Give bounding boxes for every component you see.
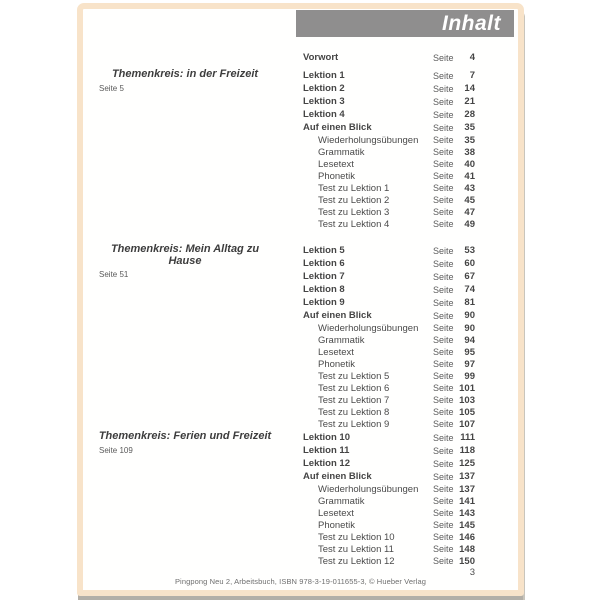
- toc-row: [303, 51, 475, 64]
- seite-word: Seite: [433, 484, 454, 494]
- toc-entry-page: 143: [459, 507, 475, 519]
- section-heading-text: Themenkreis: Mein Alltag zu: [110, 243, 260, 255]
- section-heading-text: Themenkreis: Ferien und Freizeit: [98, 430, 272, 442]
- seite-word: Seite: [433, 335, 454, 345]
- toc-entry-label: Auf einen Blick: [303, 471, 372, 482]
- toc-entry-page: 90: [464, 322, 475, 334]
- toc-entry-page: 21: [464, 96, 475, 107]
- toc-entry-page: 53: [464, 245, 475, 256]
- toc-entry-page: 45: [464, 194, 475, 206]
- toc-entry-label: Test zu Lektion 2: [318, 194, 390, 206]
- toc-entry-page: 118: [459, 445, 475, 456]
- seite-word: Seite: [433, 122, 454, 133]
- seite-word: Seite: [433, 520, 454, 530]
- toc-row: [303, 457, 475, 470]
- seite-word: Seite: [433, 207, 454, 217]
- toc-entry-label: Test zu Lektion 1: [318, 182, 390, 194]
- toc-row: [303, 334, 475, 346]
- seite-word: Seite: [433, 70, 454, 81]
- seite-word: Seite: [433, 171, 454, 181]
- toc-entry-page: 148: [459, 543, 475, 555]
- toc-entry-page: 7: [469, 70, 475, 81]
- toc-row: [303, 108, 475, 121]
- toc-row: [303, 218, 475, 230]
- toc-row: [303, 134, 475, 146]
- seite-word: Seite: [433, 347, 454, 357]
- toc-row: [303, 555, 475, 567]
- toc-entry-label: Lesetext: [318, 158, 354, 170]
- toc-entry-page: 125: [459, 458, 475, 469]
- toc-entry-label: Lektion 9: [303, 297, 345, 308]
- toc-entry-label: Test zu Lektion 7: [318, 394, 390, 406]
- toc-entry-label: Lektion 3: [303, 96, 345, 107]
- toc-row: [303, 182, 475, 194]
- toc-entry-label: Test zu Lektion 6: [318, 382, 390, 394]
- toc-row: [303, 431, 475, 444]
- seite-word: Seite: [433, 544, 454, 554]
- seite-word: Seite: [433, 432, 454, 443]
- toc-entry-label: Test zu Lektion 3: [318, 206, 390, 218]
- toc-entry-page: 74: [464, 284, 475, 295]
- toc-entry-label: Lektion 7: [303, 271, 345, 282]
- seite-word: Seite: [433, 297, 454, 308]
- toc-entry-label: Lektion 8: [303, 284, 345, 295]
- toc-entry-label: Grammatik: [318, 146, 365, 158]
- section-start-page: Seite 5: [99, 83, 124, 93]
- seite-word: Seite: [433, 458, 454, 469]
- toc-entry-label: Test zu Lektion 12: [318, 555, 395, 567]
- toc-entry-label: Test zu Lektion 11: [318, 543, 394, 555]
- toc-entry-label: Phonetik: [318, 519, 355, 531]
- toc-entry-page: 43: [464, 182, 475, 194]
- toc-entry-label: Test zu Lektion 5: [318, 370, 390, 382]
- toc-entry-label: Test zu Lektion 4: [318, 218, 390, 230]
- toc-entry-label: Lektion 10: [303, 432, 350, 443]
- toc-entry-label: Lektion 11: [303, 445, 350, 456]
- toc-row: [303, 270, 475, 283]
- toc-entry-page: 99: [464, 370, 475, 382]
- seite-word: Seite: [433, 371, 454, 381]
- toc-row: [303, 309, 475, 322]
- section-heading: [87, 431, 283, 455]
- section-start-page: Seite 51: [99, 270, 129, 279]
- seite-word: Seite: [433, 83, 454, 94]
- seite-word: Seite: [433, 52, 454, 63]
- seite-word: Seite: [433, 245, 454, 256]
- toc-entry-label: Lesetext: [318, 507, 354, 519]
- toc-entry-label: Wiederholungsübungen: [318, 134, 419, 146]
- page-number: 3: [469, 567, 475, 578]
- toc-section: [303, 69, 475, 230]
- toc-row: [303, 543, 475, 555]
- toc-row: [303, 507, 475, 519]
- book-page: [77, 3, 524, 596]
- toc-entry-page: 107: [459, 418, 475, 430]
- toc-row: [303, 531, 475, 543]
- toc-row: [303, 206, 475, 218]
- toc-entry-page: 41: [464, 170, 475, 182]
- toc-entry-label: Vorwort: [303, 52, 339, 63]
- seite-word: Seite: [433, 419, 454, 429]
- toc-entry-page: 14: [464, 83, 475, 94]
- toc-entry-page: 60: [464, 258, 475, 269]
- toc-entry-page: 49: [464, 218, 475, 230]
- toc-entry-label: Wiederholungsübungen: [318, 483, 419, 495]
- seite-word: Seite: [433, 109, 454, 120]
- toc-section: [303, 51, 475, 64]
- inhalt-header-bar: [296, 10, 514, 37]
- toc-entry-page: 40: [464, 158, 475, 170]
- toc-row: [303, 470, 475, 483]
- toc-row: [303, 519, 475, 531]
- toc-entry-page: 111: [460, 432, 475, 443]
- toc-entry-label: Lektion 1: [303, 70, 345, 81]
- toc-row: [303, 244, 475, 257]
- toc-entry-page: 103: [459, 394, 475, 406]
- toc-entry-page: 137: [459, 483, 475, 495]
- toc-row: [303, 382, 475, 394]
- toc-row: [303, 257, 475, 270]
- toc-row: [303, 322, 475, 334]
- toc-entry-label: Test zu Lektion 8: [318, 406, 390, 418]
- section-heading: [87, 244, 283, 279]
- seite-word: Seite: [433, 96, 454, 107]
- toc-entry-label: Test zu Lektion 10: [318, 531, 395, 543]
- toc-entry-label: Grammatik: [318, 495, 365, 507]
- seite-word: Seite: [433, 407, 454, 417]
- toc-row: [303, 170, 475, 182]
- toc-entry-label: Lektion 6: [303, 258, 345, 269]
- toc-entry-page: 145: [459, 519, 475, 531]
- toc-row: [303, 194, 475, 206]
- toc-entry-page: 150: [459, 555, 475, 567]
- toc-row: [303, 95, 475, 108]
- toc-row: [303, 370, 475, 382]
- seite-word: Seite: [433, 471, 454, 482]
- seite-word: Seite: [433, 383, 454, 393]
- toc-row: [303, 146, 475, 158]
- toc-entry-page: 28: [464, 109, 475, 120]
- seite-word: Seite: [433, 159, 454, 169]
- toc-entry-page: 101: [459, 382, 475, 394]
- toc-entry-label: Lesetext: [318, 346, 354, 358]
- toc-entry-label: Grammatik: [318, 334, 365, 346]
- seite-word: Seite: [433, 496, 454, 506]
- imprint-line: Pingpong Neu 2, Arbeitsbuch, ISBN 978-3-19-011655-3, © Hueber Verlag: [174, 577, 427, 586]
- toc-entry-page: 35: [464, 122, 475, 133]
- toc-entry-page: 94: [464, 334, 475, 346]
- seite-word: Seite: [433, 556, 454, 566]
- seite-word: Seite: [433, 258, 454, 269]
- toc-entry-page: 38: [464, 146, 475, 158]
- toc-row: [303, 158, 475, 170]
- toc-entry-label: Lektion 2: [303, 83, 345, 94]
- toc-row: [303, 483, 475, 495]
- toc-row: [303, 69, 475, 82]
- toc-row: [303, 495, 475, 507]
- toc-entry-page: 81: [464, 297, 475, 308]
- section-heading-text: Hause: [168, 254, 202, 267]
- toc-entry-label: Lektion 12: [303, 458, 350, 469]
- toc-entry-page: 90: [464, 310, 475, 321]
- section-heading-text: Themenkreis: in der Freizeit: [111, 68, 259, 80]
- seite-word: Seite: [433, 359, 454, 369]
- toc-entry-label: Auf einen Blick: [303, 310, 372, 321]
- section-start-page: Seite 109: [99, 445, 133, 455]
- seite-word: Seite: [433, 395, 454, 405]
- toc-row: [303, 296, 475, 309]
- page-title: Inhalt: [442, 12, 501, 35]
- toc-entry-page: 47: [464, 206, 475, 218]
- toc-row: [303, 283, 475, 296]
- toc-entry-page: 105: [459, 406, 475, 418]
- toc-entry-page: 67: [464, 271, 475, 282]
- toc-row: [303, 394, 475, 406]
- seite-word: Seite: [433, 323, 454, 333]
- seite-word: Seite: [433, 445, 454, 456]
- seite-word: Seite: [433, 147, 454, 157]
- seite-word: Seite: [433, 508, 454, 518]
- toc-entry-page: 95: [464, 346, 475, 358]
- seite-word: Seite: [433, 284, 454, 295]
- toc-entry-page: 97: [464, 358, 475, 370]
- toc-row: [303, 121, 475, 134]
- seite-word: Seite: [433, 532, 454, 542]
- toc-entry-page: 141: [459, 495, 475, 507]
- toc-entry-page: 137: [459, 471, 475, 482]
- toc-row: [303, 418, 475, 430]
- section-heading: [87, 69, 283, 93]
- toc-entry-page: 146: [459, 531, 475, 543]
- toc-row: [303, 346, 475, 358]
- seite-word: Seite: [433, 195, 454, 205]
- toc-entry-label: Test zu Lektion 9: [318, 418, 390, 430]
- seite-word: Seite: [433, 310, 454, 321]
- seite-word: Seite: [433, 271, 454, 282]
- toc-entry-page: 4: [469, 52, 475, 63]
- toc-entry-label: Lektion 5: [303, 245, 345, 256]
- toc-entry-label: Phonetik: [318, 170, 355, 182]
- toc-row: [303, 82, 475, 95]
- toc-row: [303, 444, 475, 457]
- toc-entry-label: Wiederholungsübungen: [318, 322, 419, 334]
- toc-row: [303, 358, 475, 370]
- toc-section: [303, 244, 475, 430]
- toc-section: [303, 431, 475, 567]
- seite-word: Seite: [433, 183, 454, 193]
- seite-word: Seite: [433, 219, 454, 229]
- toc-entry-label: Phonetik: [318, 358, 355, 370]
- toc-entry-label: Auf einen Blick: [303, 122, 372, 133]
- toc-row: [303, 406, 475, 418]
- toc-entry-label: Lektion 4: [303, 109, 345, 120]
- toc-entry-page: 35: [464, 134, 475, 146]
- seite-word: Seite: [433, 135, 454, 145]
